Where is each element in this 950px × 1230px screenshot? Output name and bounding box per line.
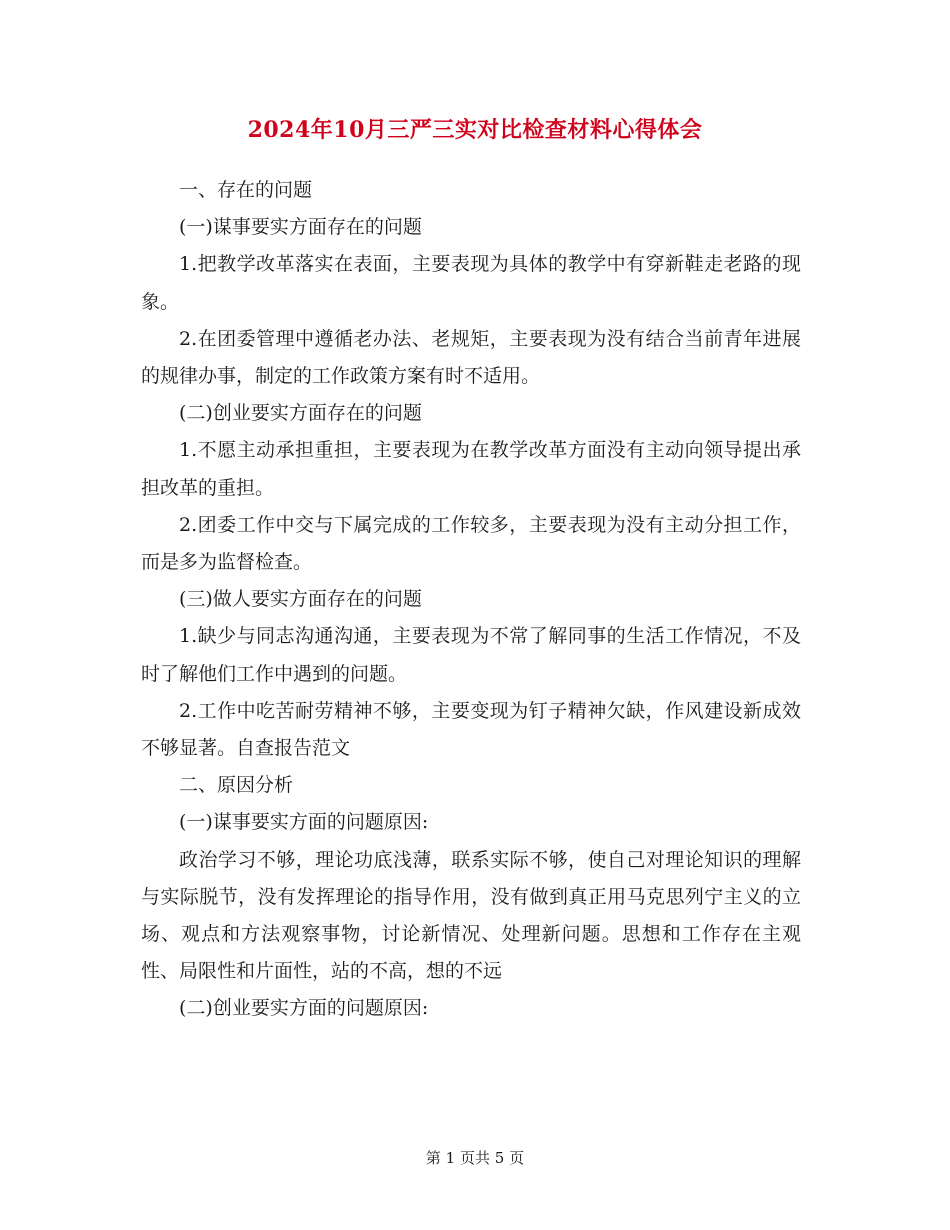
subsection-heading: (三)做人要实方面存在的问题	[179, 588, 422, 611]
body-paragraph: 政治学习不够，理论功底浅薄，联系实际不够，使自己对理论知识的理解与实际脱节，没有发挥理论的指导作用，没有做到真正用马克思列宁主义的立场、观点和方法观察事物，讨论新情况、处理新问题。思想和工作存在主观性、局限性和片面性，站的不高，想的不远	[141, 848, 801, 983]
subsection-heading: (一)谋事要实方面的问题原因:	[179, 811, 429, 834]
section-heading-causes: 二、原因分析	[179, 774, 294, 797]
subsection-heading: (一)谋事要实方面存在的问题	[179, 216, 422, 239]
body-paragraph: 1.不愿主动承担重担，主要表现为在教学改革方面没有主动向领导提出承担改革的重担。	[141, 439, 801, 499]
body-paragraph: 1.把教学改革落实在表面，主要表现为具体的教学中有穿新鞋走老路的现象。	[141, 253, 801, 313]
document-body	[141, 172, 801, 1028]
section-heading-problems: 一、存在的问题	[179, 179, 313, 201]
document-title: 2024年10月三严三实对比检查材料心得体会	[247, 117, 703, 143]
subsection-heading: (二)创业要实方面的问题原因:	[179, 997, 429, 1020]
body-paragraph: 2.在团委管理中遵循老办法、老规矩，主要表现为没有结合当前青年进展的规律办事，制定的工作政策方案有时不适用。	[141, 327, 801, 388]
body-paragraph: 2.团委工作中交与下属完成的工作较多，主要表现为没有主动分担工作，而是多为监督检查。	[141, 513, 801, 574]
page-footer: 第 1 页共 5 页	[425, 1149, 525, 1167]
body-paragraph: 1.缺少与同志沟通沟通，主要表现为不常了解同事的生活工作情况，不及时了解他们工作中遇到的问题。	[141, 625, 801, 685]
subsection-heading: (二)创业要实方面存在的问题	[179, 402, 422, 425]
body-paragraph: 2.工作中吃苦耐劳精神不够，主要变现为钉子精神欠缺，作风建设新成效不够显著。自查报告范文	[141, 699, 801, 760]
